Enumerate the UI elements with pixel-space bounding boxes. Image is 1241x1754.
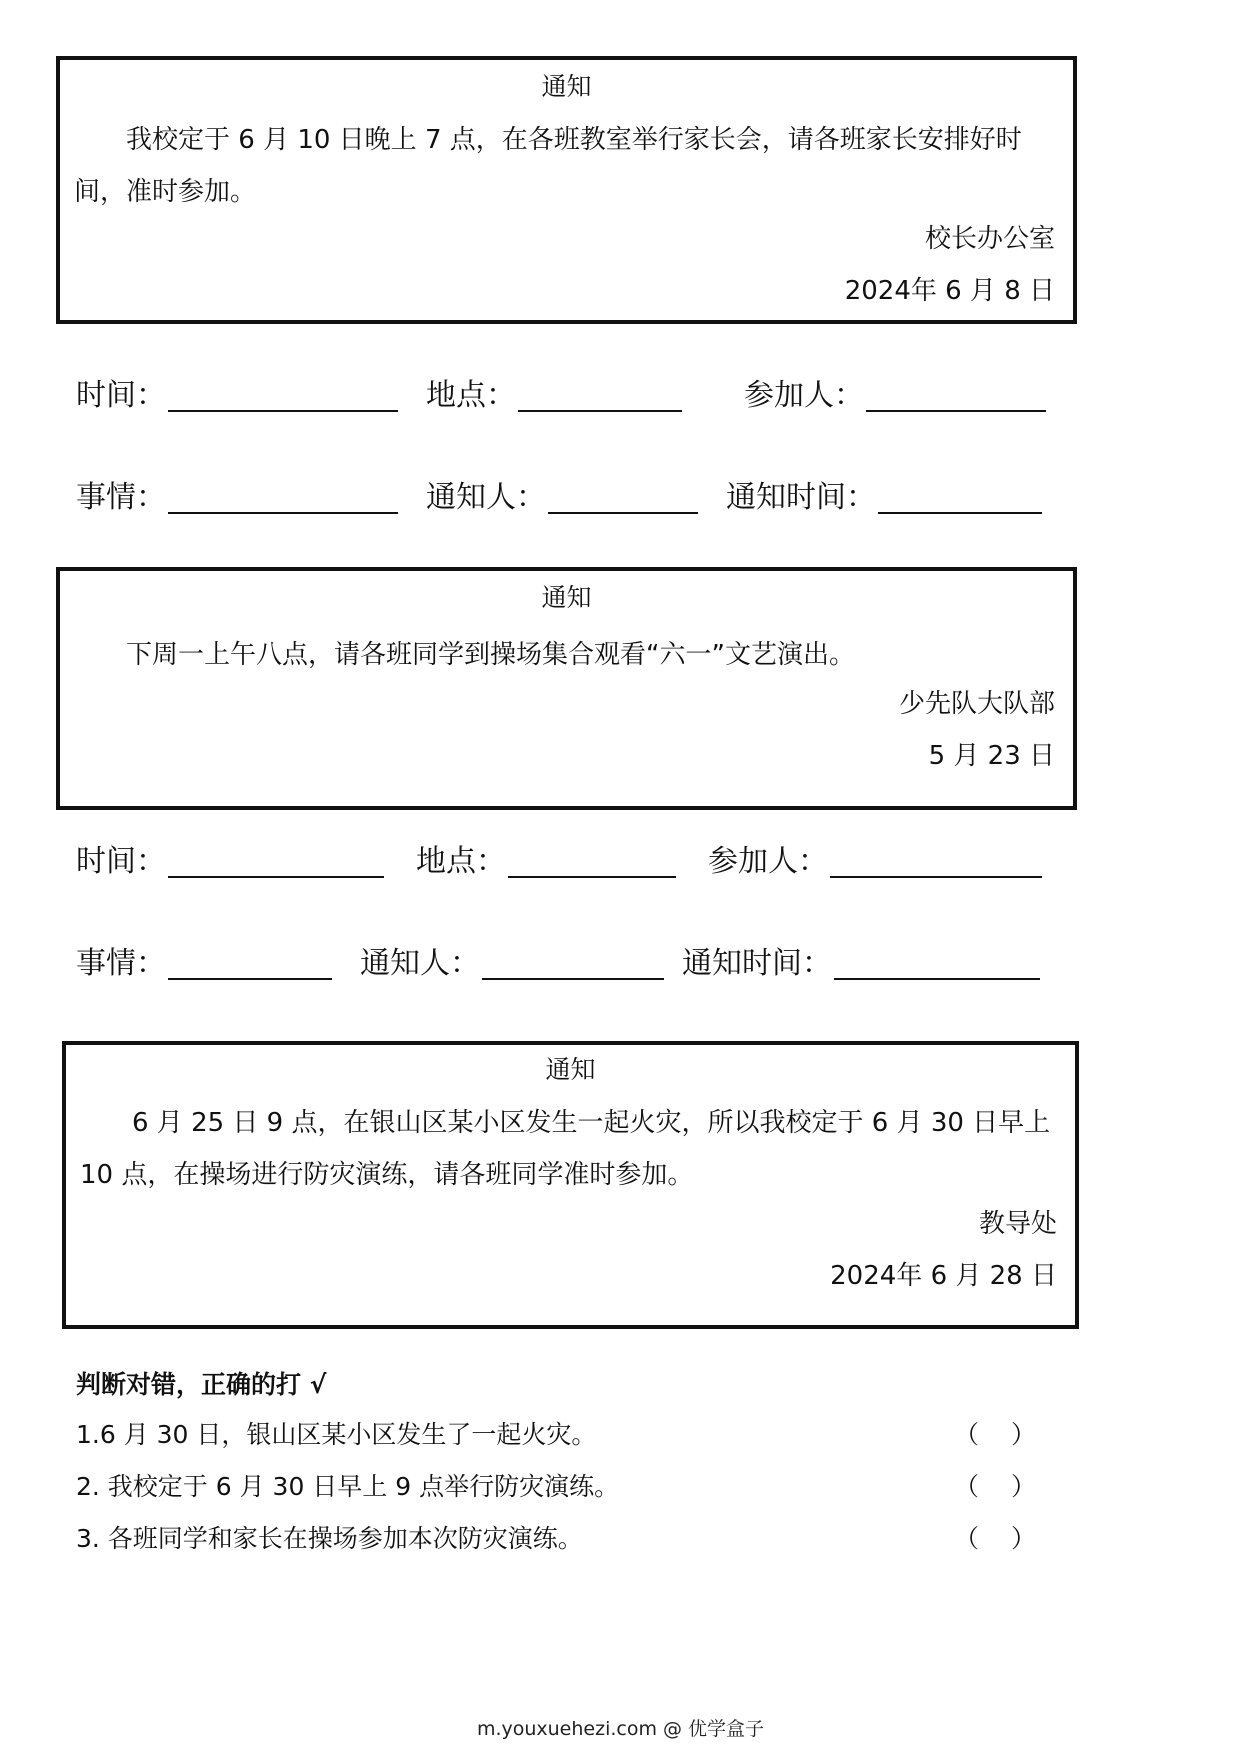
notice-issuer: 校长办公室	[924, 224, 1055, 254]
field-label: 参加人：	[708, 844, 828, 879]
answer-paren-3[interactable]	[954, 1522, 1036, 1556]
notice-title: 通知	[541, 72, 592, 101]
field-notifier-2	[360, 944, 664, 984]
paren-open: （	[954, 1420, 980, 1449]
field-notice-time-1	[726, 478, 1042, 518]
answer-blank[interactable]	[866, 380, 1046, 412]
field-label: 地点：	[426, 378, 516, 413]
notice-body: 下周一上午八点，请各班同学到操场集合观看“六一”文艺演出。	[126, 640, 855, 670]
answer-blank[interactable]	[548, 482, 698, 514]
notice-title: 通知	[541, 583, 592, 612]
notice-date: 2024年 6 月 28 日	[830, 1261, 1057, 1291]
judge-statement-2: 2. 我校定于 6 月 30 日早上 9 点举行防灾演练。	[76, 1472, 620, 1501]
paren-open: （	[954, 1524, 980, 1553]
field-label: 时间：	[76, 378, 166, 413]
field-time-1	[76, 376, 398, 416]
notice-issuer: 少先队大队部	[898, 689, 1055, 719]
field-label: 时间：	[76, 844, 166, 879]
judge-statement-1: 1.6 月 30 日，银山区某小区发生了一起火灾。	[76, 1420, 597, 1449]
paren-close: ）	[1010, 1420, 1036, 1449]
field-time-2	[76, 842, 384, 882]
answer-blank[interactable]	[168, 846, 384, 878]
field-notice-time-2	[682, 944, 1040, 984]
field-participants-1	[744, 376, 1046, 416]
answer-blank[interactable]	[830, 846, 1042, 878]
field-label: 通知时间：	[726, 480, 876, 515]
field-notifier-1	[426, 478, 698, 518]
answer-paren-2[interactable]	[954, 1470, 1036, 1504]
notice-box-1	[56, 56, 1077, 324]
paren-close: ）	[1010, 1472, 1036, 1501]
field-place-2	[416, 842, 676, 882]
notice-body: 6 月 25 日 9 点，在银山区某小区发生一起火灾，所以我校定于 6 月 30 日早上 10 点，在操场进行防灾演练，请各班同学准时参加。	[80, 1108, 1051, 1190]
paren-open: （	[954, 1472, 980, 1501]
field-label: 通知时间：	[682, 946, 832, 981]
answer-blank[interactable]	[878, 482, 1042, 514]
field-label: 通知人：	[360, 946, 480, 981]
notice-body: 我校定于 6 月 10 日晚上 7 点，在各班教室举行家长会，请各班家长安排好时间，准时参加。	[74, 125, 1022, 207]
notice-issuer: 教导处	[978, 1209, 1057, 1239]
answer-blank[interactable]	[518, 380, 682, 412]
answer-blank[interactable]	[834, 948, 1040, 980]
notice-box-2	[56, 567, 1077, 810]
answer-blank[interactable]	[168, 482, 398, 514]
field-label: 参加人：	[744, 378, 864, 413]
footer-watermark: m.youxuehezi.com @ 优学盒子	[476, 1718, 765, 1740]
field-label: 通知人：	[426, 480, 546, 515]
answer-blank[interactable]	[482, 948, 664, 980]
notice-title: 通知	[545, 1055, 596, 1084]
notice-date: 2024年 6 月 8 日	[844, 276, 1055, 306]
answer-blank[interactable]	[508, 846, 676, 878]
field-label: 事情：	[76, 480, 166, 515]
field-place-1	[426, 376, 682, 416]
judge-section-title: 判断对错，正确的打 √	[76, 1370, 327, 1399]
answer-blank[interactable]	[168, 380, 398, 412]
field-label: 地点：	[416, 844, 506, 879]
paren-close: ）	[1010, 1524, 1036, 1553]
field-participants-2	[708, 842, 1042, 882]
field-label: 事情：	[76, 946, 166, 981]
answer-blank[interactable]	[168, 948, 332, 980]
field-matter-1	[76, 478, 398, 518]
field-matter-2	[76, 944, 332, 984]
judge-statement-3: 3. 各班同学和家长在操场参加本次防灾演练。	[76, 1524, 583, 1553]
answer-paren-1[interactable]	[954, 1418, 1036, 1452]
notice-date: 5 月 23 日	[928, 741, 1055, 771]
notice-box-3	[62, 1041, 1079, 1329]
